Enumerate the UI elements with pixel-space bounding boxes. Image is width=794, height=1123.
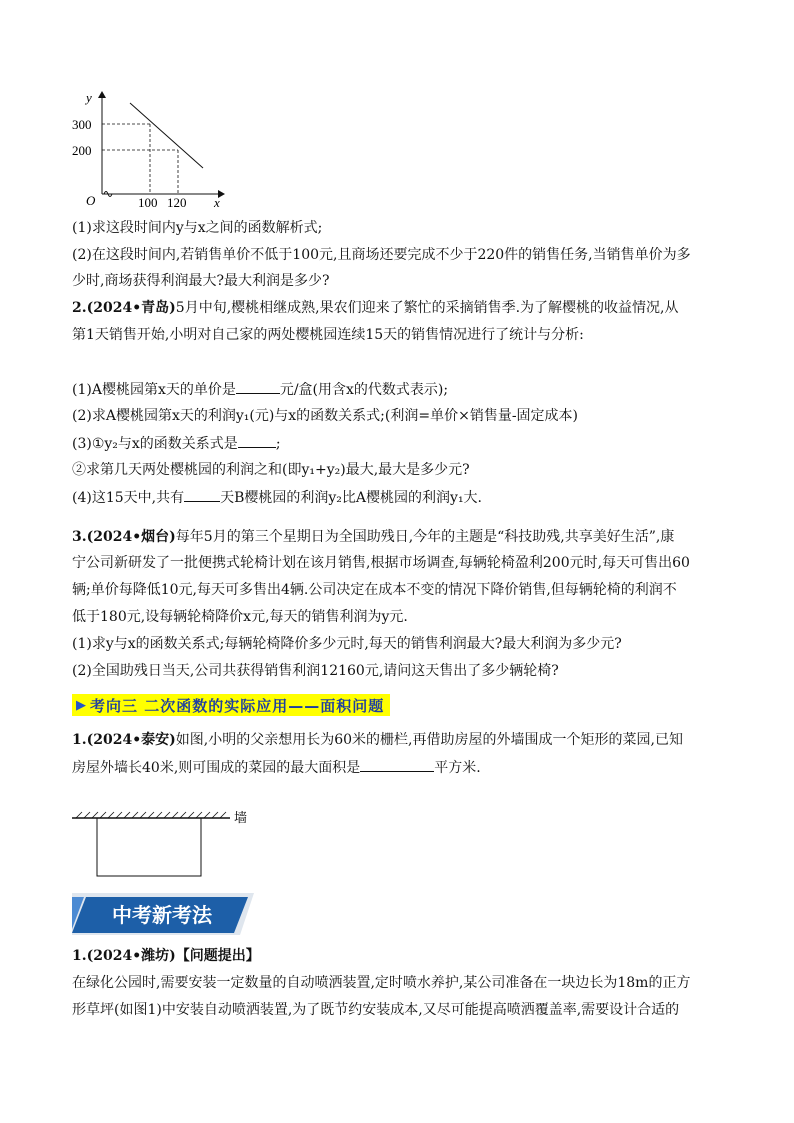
function-line	[130, 103, 203, 168]
q4-line2	[72, 757, 724, 778]
section-banner	[72, 893, 254, 935]
q2-part4	[72, 487, 724, 508]
q3-line2: 宁公司新研发了一批便携式轮椅计划在该月销售,根据市场调查,每辆轮椅盈利200元时,每天可售出60	[72, 555, 690, 571]
q2-part4-post: 天B樱桃园的利润y₂比A樱桃园的利润y₁大.	[220, 490, 483, 506]
q3-line1	[72, 527, 724, 547]
q2-part1-post: 元/盒(用含x的代数式表示);	[279, 382, 449, 398]
triangle-marker-icon: ▶	[76, 697, 86, 713]
q3-part1: (1)求y与x的函数关系式;每辆轮椅降价多少元时,每天的销售利润最大?最大利润为多少元?	[72, 636, 622, 652]
q2-part3	[72, 433, 724, 454]
q5-line2: 形草坪(如图1)中安装自动喷洒装置,为了既节约安装成本,又尽可能提高喷洒覆盖率,需要设计合适的	[72, 1002, 680, 1018]
q2-intro-a	[72, 298, 724, 318]
price-sales-graph	[66, 86, 236, 210]
x-axis-label: x	[214, 195, 220, 210]
y-axis-label: y	[86, 90, 92, 105]
q5-tag: 【问题提出】	[175, 948, 260, 964]
q1-part2-a: (2)在这段时间内,若销售单价不低于100元,且商场还要完成不少于220件的销售任务,当销售单价为多	[72, 247, 691, 263]
q5-line1: 在绿化公园时,需要安装一定数量的自动喷洒装置,定时喷水养护,某公司准备在一块边长为18m的正方	[72, 975, 691, 991]
y-tick-200: 200	[72, 143, 92, 158]
q2-part1	[72, 379, 724, 400]
q2-number: 2.(2024•青岛)	[72, 300, 176, 316]
wall-label: 墙	[234, 810, 248, 825]
q2-part4-pre: (4)这15天中,共有	[72, 490, 185, 506]
section-heading	[72, 694, 390, 716]
origin-label: O	[86, 193, 96, 208]
q4-line2-pre: 房屋外墙长40米,则可围成的菜园的最大面积是	[72, 760, 361, 776]
banner-title: 中考新考法	[112, 905, 212, 927]
answer-blank	[236, 379, 280, 394]
x-tick-120: 120	[167, 195, 187, 210]
answer-blank	[184, 487, 220, 502]
q4-line1	[72, 730, 724, 750]
q2-part3b: ②求第几天两处樱桃园的利润之和(即y₁+y₂)最大,最大是多少元?	[72, 462, 470, 478]
garden-figure	[70, 808, 260, 880]
q1-part2-b: 少时,商场获得利润最大?最大利润是多少?	[72, 273, 330, 289]
q2-part1-pre: (1)A樱桃园第x天的单价是	[72, 382, 236, 398]
q4-number: 1.(2024•泰安)	[72, 732, 176, 748]
q1-part1: (1)求这段时间内y与x之间的函数解析式;	[72, 220, 323, 236]
x-tick-100: 100	[138, 195, 158, 210]
q2-part3-post: ;	[275, 436, 281, 452]
garden-rectangle	[97, 818, 201, 876]
q2-part3-pre: (3)①y₂与x的函数关系式是	[72, 436, 238, 452]
wall-hatching	[76, 812, 226, 818]
answer-blank	[360, 757, 434, 772]
q4-text: 如图,小明的父亲想用长为60米的栅栏,再借助房屋的外墙围成一个矩形的菜园,已知	[175, 732, 683, 748]
q4-line2-post: 平方米.	[434, 760, 481, 776]
q3-text: 每年5月的第三个星期日为全国助残日,今年的主题是“科技助残,共享美好生活”,康	[175, 529, 675, 545]
q2-intro-text: 5月中旬,樱桃相继成熟,果农们迎来了繁忙的采摘销售季.为了解樱桃的收益情况,从	[175, 300, 679, 316]
answer-blank	[238, 433, 276, 448]
q2-part2: (2)求A樱桃园第x天的利润y₁(元)与x的函数关系式;(利润=单价×销售量-固定成本)	[72, 408, 579, 424]
q5-heading	[72, 946, 724, 966]
q5-number: 1.(2024•潍坊)	[72, 948, 176, 964]
q3-part2: (2)全国助残日当天,公司共获得销售利润12160元,请问这天售出了多少辆轮椅?	[72, 663, 559, 679]
q2-intro-b: 第1天销售开始,小明对自己家的两处樱桃园连续15天的销售情况进行了统计与分析:	[72, 327, 584, 343]
q3-line3: 辆;单价每降低10元,每天可多售出4辆.公司决定在成本不变的情况下降价销售,但每辆轮椅的利润不	[72, 582, 677, 598]
section-title: 考向三 二次函数的实际应用——面积问题	[90, 696, 385, 715]
y-tick-300: 300	[72, 117, 92, 132]
q3-number: 3.(2024•烟台)	[72, 529, 176, 545]
q3-line4: 低于180元,设每辆轮椅降价x元,每天的销售利润为y元.	[72, 609, 408, 625]
